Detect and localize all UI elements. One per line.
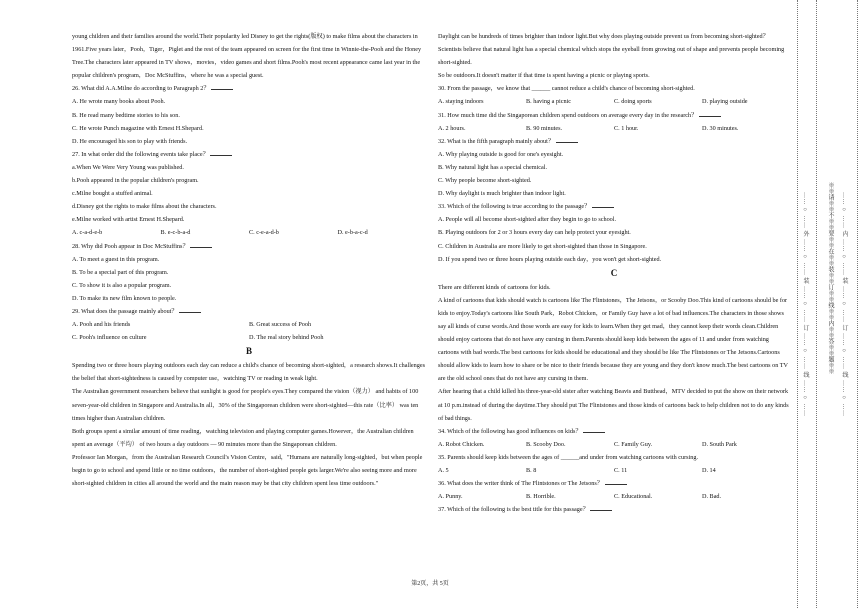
option: B. having a picnic bbox=[526, 98, 572, 106]
paragraph bbox=[72, 359, 426, 385]
paragraph bbox=[72, 30, 426, 82]
left-column bbox=[72, 30, 426, 490]
text: 29. What does the passage mainly about？ bbox=[72, 307, 178, 315]
answer-blank bbox=[592, 202, 614, 208]
option: A. c-a-d-e-b bbox=[72, 229, 103, 237]
options-row bbox=[72, 226, 426, 239]
paragraph bbox=[72, 253, 426, 266]
options-row bbox=[438, 464, 790, 477]
paragraph bbox=[438, 30, 790, 69]
text: a.When We Were Very Young was published. bbox=[72, 163, 184, 171]
question bbox=[438, 503, 790, 516]
binding-inner-text: …… ○ …… 内 …… ○ …… 装 …… ○ …… 订 …… ○ …… 线 …… ○ …… bbox=[841, 191, 847, 417]
option: C. 1 hour. bbox=[614, 124, 639, 132]
question bbox=[438, 82, 790, 95]
text: A. To meet a guest in this program. bbox=[72, 255, 160, 263]
paragraph bbox=[72, 135, 426, 148]
answer-blank bbox=[210, 150, 232, 156]
text: 37. Which of the following is the best title for this passage？ bbox=[438, 506, 589, 514]
paragraph bbox=[72, 109, 426, 122]
paragraph bbox=[72, 95, 426, 108]
text: B. Playing outdoors for 2 or 3 hours every day can help protect your eyesight. bbox=[438, 229, 631, 237]
options-row bbox=[72, 331, 426, 344]
binding-line-right bbox=[857, 0, 858, 608]
option: B. e-c-b-a-d bbox=[160, 229, 191, 237]
question bbox=[72, 305, 426, 318]
paragraph bbox=[438, 281, 790, 294]
text: 26. What did A.A.Milne do according to Paragraph 2？ bbox=[72, 85, 210, 93]
answer-blank bbox=[590, 505, 612, 511]
answer-blank bbox=[179, 307, 201, 313]
option: B. Scooby Doo. bbox=[526, 440, 566, 448]
paragraph bbox=[438, 148, 790, 161]
text: C. Why people become short-sighted. bbox=[438, 177, 532, 185]
question bbox=[72, 240, 426, 253]
option: C. doing sports bbox=[614, 98, 652, 106]
option: A. Punny. bbox=[438, 493, 463, 501]
paragraph bbox=[72, 385, 426, 424]
text: A kind of cartoons that kids should watch is cartoons like The Flintstones，The Jetsons，or Scooby Doo.This kind of cartoons should be for kids to enjoy.Today's cartoons like South Park，Robot Chicken，or Family Guy have a lot of bad influences.The characters in those shows say all kinds of curse words.And those words are easy for kids to learn.When they get mad，they cannot keep their words clean.Children should enjoy cartoons that do not have any cursing in them.Parents should keep kids between the ages of 11 and under from watching cartoons with bad words.The best cartoons for kids should be educational and they should be like The Flintstones or The Jetsons.Cartoons should allow kids to learn how to share or be nice to their friends because they are young and they don't know much.The best cartoons on TV are the old school ones that do not have any cursing in them. bbox=[438, 296, 788, 383]
answer-blank bbox=[699, 111, 721, 117]
answer-blank bbox=[190, 242, 212, 248]
text: A. Why playing outside is good for one's eyesight. bbox=[438, 150, 564, 158]
answer-blank bbox=[211, 84, 233, 90]
text: D. To make its new film known to people. bbox=[72, 294, 177, 302]
text: e.Milne worked with artist Ernest H.Shepard. bbox=[72, 216, 185, 224]
text: Daylight can be hundreds of times brighter than indoor light.But why does playing outside prevent us from becoming short-sighted？Scientists believe that natural light has a special chemical which stops the eyeball from growing out of shape and prevents people becoming short-sighted. bbox=[438, 33, 785, 67]
question bbox=[438, 451, 790, 464]
text: So be outdoors.It doesn't matter if that time is spent having a picnic or playing sports. bbox=[438, 72, 650, 80]
paragraph bbox=[72, 292, 426, 305]
binding-line-left bbox=[797, 0, 798, 608]
paragraph bbox=[72, 200, 426, 213]
option: D. 14 bbox=[702, 467, 716, 474]
paragraph bbox=[72, 266, 426, 279]
options-row bbox=[438, 122, 790, 135]
answer-blank bbox=[556, 137, 578, 143]
answer-blank bbox=[605, 479, 627, 485]
paragraph bbox=[72, 187, 426, 200]
paragraph bbox=[438, 213, 790, 226]
paragraph bbox=[72, 174, 426, 187]
text: A. He wrote many books about Pooh. bbox=[72, 98, 166, 106]
text: D. Why daylight is much brighter than indoor light. bbox=[438, 190, 566, 198]
section-heading: C bbox=[610, 267, 618, 278]
option: D. South Park bbox=[702, 440, 737, 448]
paragraph bbox=[438, 294, 790, 386]
page-footer: 第2页，共 5页 bbox=[411, 581, 449, 587]
text: C. To show it is also a popular program. bbox=[72, 281, 172, 289]
paragraph bbox=[72, 213, 426, 226]
text: C. He wrote Punch magazine with Ernest H.Shepard. bbox=[72, 124, 204, 132]
text: D. He encouraged his son to play with friends. bbox=[72, 137, 188, 145]
options-row bbox=[72, 318, 426, 331]
text: D. If you spend two or three hours playing outside each day，you won't get short-sighted. bbox=[438, 255, 662, 263]
paragraph bbox=[438, 253, 790, 266]
text: B. To be a special part of this program. bbox=[72, 268, 169, 276]
paragraph bbox=[438, 385, 790, 424]
paragraph bbox=[72, 451, 426, 490]
question bbox=[72, 82, 426, 95]
question bbox=[438, 200, 790, 213]
text: After hearing that a child killed his three-year-old sister after watching Beavis and Butthead，MTV decided to put the show on their network at 10 p.m.instead of during the daytime.They should put The Flintstones and those kinds of cartoons back to help children not to do any kinds of bad things. bbox=[438, 388, 789, 422]
option: D. The real story behind Pooh bbox=[249, 334, 324, 342]
option: D. 30 minutes. bbox=[702, 124, 739, 132]
option: B. Horrible. bbox=[526, 493, 556, 501]
text: 33. Which of the following is true according to the passage？ bbox=[438, 203, 591, 211]
paragraph bbox=[438, 161, 790, 174]
text: C. Children in Australia are more likely to get short-sighted than those in Singapore. bbox=[438, 242, 647, 250]
text: A. People will all become short-sighted after they begin to go to school. bbox=[438, 216, 617, 224]
text: B. Why natural light has a special chemical. bbox=[438, 163, 547, 171]
paragraph bbox=[438, 226, 790, 239]
text: b.Pooh appeared in the popular children's program. bbox=[72, 177, 199, 185]
option: C. Educational. bbox=[614, 493, 653, 501]
paragraph bbox=[72, 122, 426, 135]
answer-blank bbox=[583, 427, 605, 433]
text: Spending two or three hours playing outdoors each day can reduce a child's chance of becoming short-sighted，a research shows.It challenges the belief that short-sightedness is caused by computer use，watching TV or reading in weak light. bbox=[72, 362, 426, 383]
text: B. He read many bedtime stories to his son. bbox=[72, 111, 180, 119]
section-heading: B bbox=[245, 346, 252, 357]
options-row bbox=[438, 438, 790, 451]
text: 28. Why did Pooh appear in Doc McStuffins？ bbox=[72, 242, 189, 250]
binding-notice: ※※请※※不※※要※※在※※装※※订※※线※※内※※答※※题※※ bbox=[827, 182, 833, 374]
text: 36. What does the writer think of The Flintstones or The Jetsons？ bbox=[438, 480, 603, 488]
option: D. Bad. bbox=[702, 493, 722, 501]
option: B. 90 minutes. bbox=[526, 124, 563, 132]
text: Professor Ian Morgan，from the Australian Research Council's Vision Centre，said，"Humans are naturally long-sighted，but when people begin to go to school and spend little or no time outdoors，the number of short-sighted people gets larger.We're also seeing more and more short-sighted children in cities all around the world and the main reason may be that city children spent less time outdoors." bbox=[72, 453, 423, 488]
question bbox=[438, 477, 790, 490]
option: C. c-e-a-d-b bbox=[249, 229, 279, 237]
paragraph bbox=[438, 187, 790, 200]
text: c.Milne bought a stuffed animal. bbox=[72, 190, 153, 198]
question bbox=[72, 148, 426, 161]
option: C. Pooh's influence on culture bbox=[72, 334, 147, 342]
options-row bbox=[438, 490, 790, 503]
question bbox=[438, 425, 790, 438]
text: 32. What is the fifth paragraph mainly about？ bbox=[438, 137, 555, 145]
option: A. Robot Chicken. bbox=[438, 440, 485, 448]
option: D. playing outside bbox=[702, 98, 748, 106]
text: 30. From the passage，we know that ______ cannot reduce a child's chance of becoming short-sighted. bbox=[438, 85, 695, 93]
text: 35. Parents should keep kids between the ages of ______and under from watching cartoons with cursing. bbox=[438, 453, 698, 461]
option: B. 8 bbox=[526, 467, 537, 474]
paragraph bbox=[438, 69, 790, 82]
option: D. e-b-a-c-d bbox=[337, 229, 368, 237]
text: 27. In what order did the following events take place？ bbox=[72, 150, 209, 158]
right-column bbox=[438, 30, 790, 516]
text: The Australian government researchers believe that sunlight is good for people's eyes.They compared the vision（视力） and habits of 100 seven-year-old children in Singapore and Australia.In all，30% of the Singaporean children were short-sighted—this rate（比率） was ten times higher than Australian children. bbox=[72, 388, 419, 422]
text: There are different kinds of cartoons for kids. bbox=[438, 283, 551, 291]
text: young children and their families around the world.Their popularity led Disney to get the rights(版权) to make films about the characters in 1961.Five years later，Pooh，Tiger，Piglet and the rest of the team appeared on screen for the first time in Winnie-the-Pooh and the Honey Tree.The characters later appeared in TV shows，movies，video games and short films.Pooh's most recent appearance came last year in the popular children's program，Doc McStuffins，where he was a special guest. bbox=[72, 33, 422, 80]
question bbox=[438, 109, 790, 122]
text: d.Disney got the rights to make films about the characters. bbox=[72, 203, 217, 211]
paragraph bbox=[72, 161, 426, 174]
option: A. 2 hours. bbox=[438, 124, 466, 132]
binding-line-middle bbox=[816, 0, 817, 608]
options-row bbox=[438, 95, 790, 108]
paragraph bbox=[438, 174, 790, 187]
option: A. staying indoors bbox=[438, 98, 484, 106]
paragraph bbox=[72, 425, 426, 451]
option: C. 11 bbox=[614, 467, 628, 474]
text: 31. How much time did the Singaporean children spend outdoors on average every day in the research？ bbox=[438, 111, 698, 119]
option: C. Family Guy. bbox=[614, 440, 653, 448]
question bbox=[438, 135, 790, 148]
paragraph bbox=[72, 279, 426, 292]
text: Both groups spent a similar amount of time reading，watching television and playing computer games.However，the Australian children spent an average（平均） of two hours a day outdoors — 90 minutes more than the Singaporean children. bbox=[72, 427, 414, 448]
paragraph bbox=[438, 240, 790, 253]
option: A. Pooh and his friends bbox=[72, 321, 131, 329]
text: 34. Which of the following has good influences on kids？ bbox=[438, 427, 582, 435]
option: A. 5 bbox=[438, 467, 449, 474]
binding-outer-text: …… ○ …… 外 …… ○ …… 装 …… ○ …… 订 …… ○ …… 线 …… ○ …… bbox=[802, 191, 808, 417]
option: B. Great success of Pooh bbox=[249, 321, 312, 329]
